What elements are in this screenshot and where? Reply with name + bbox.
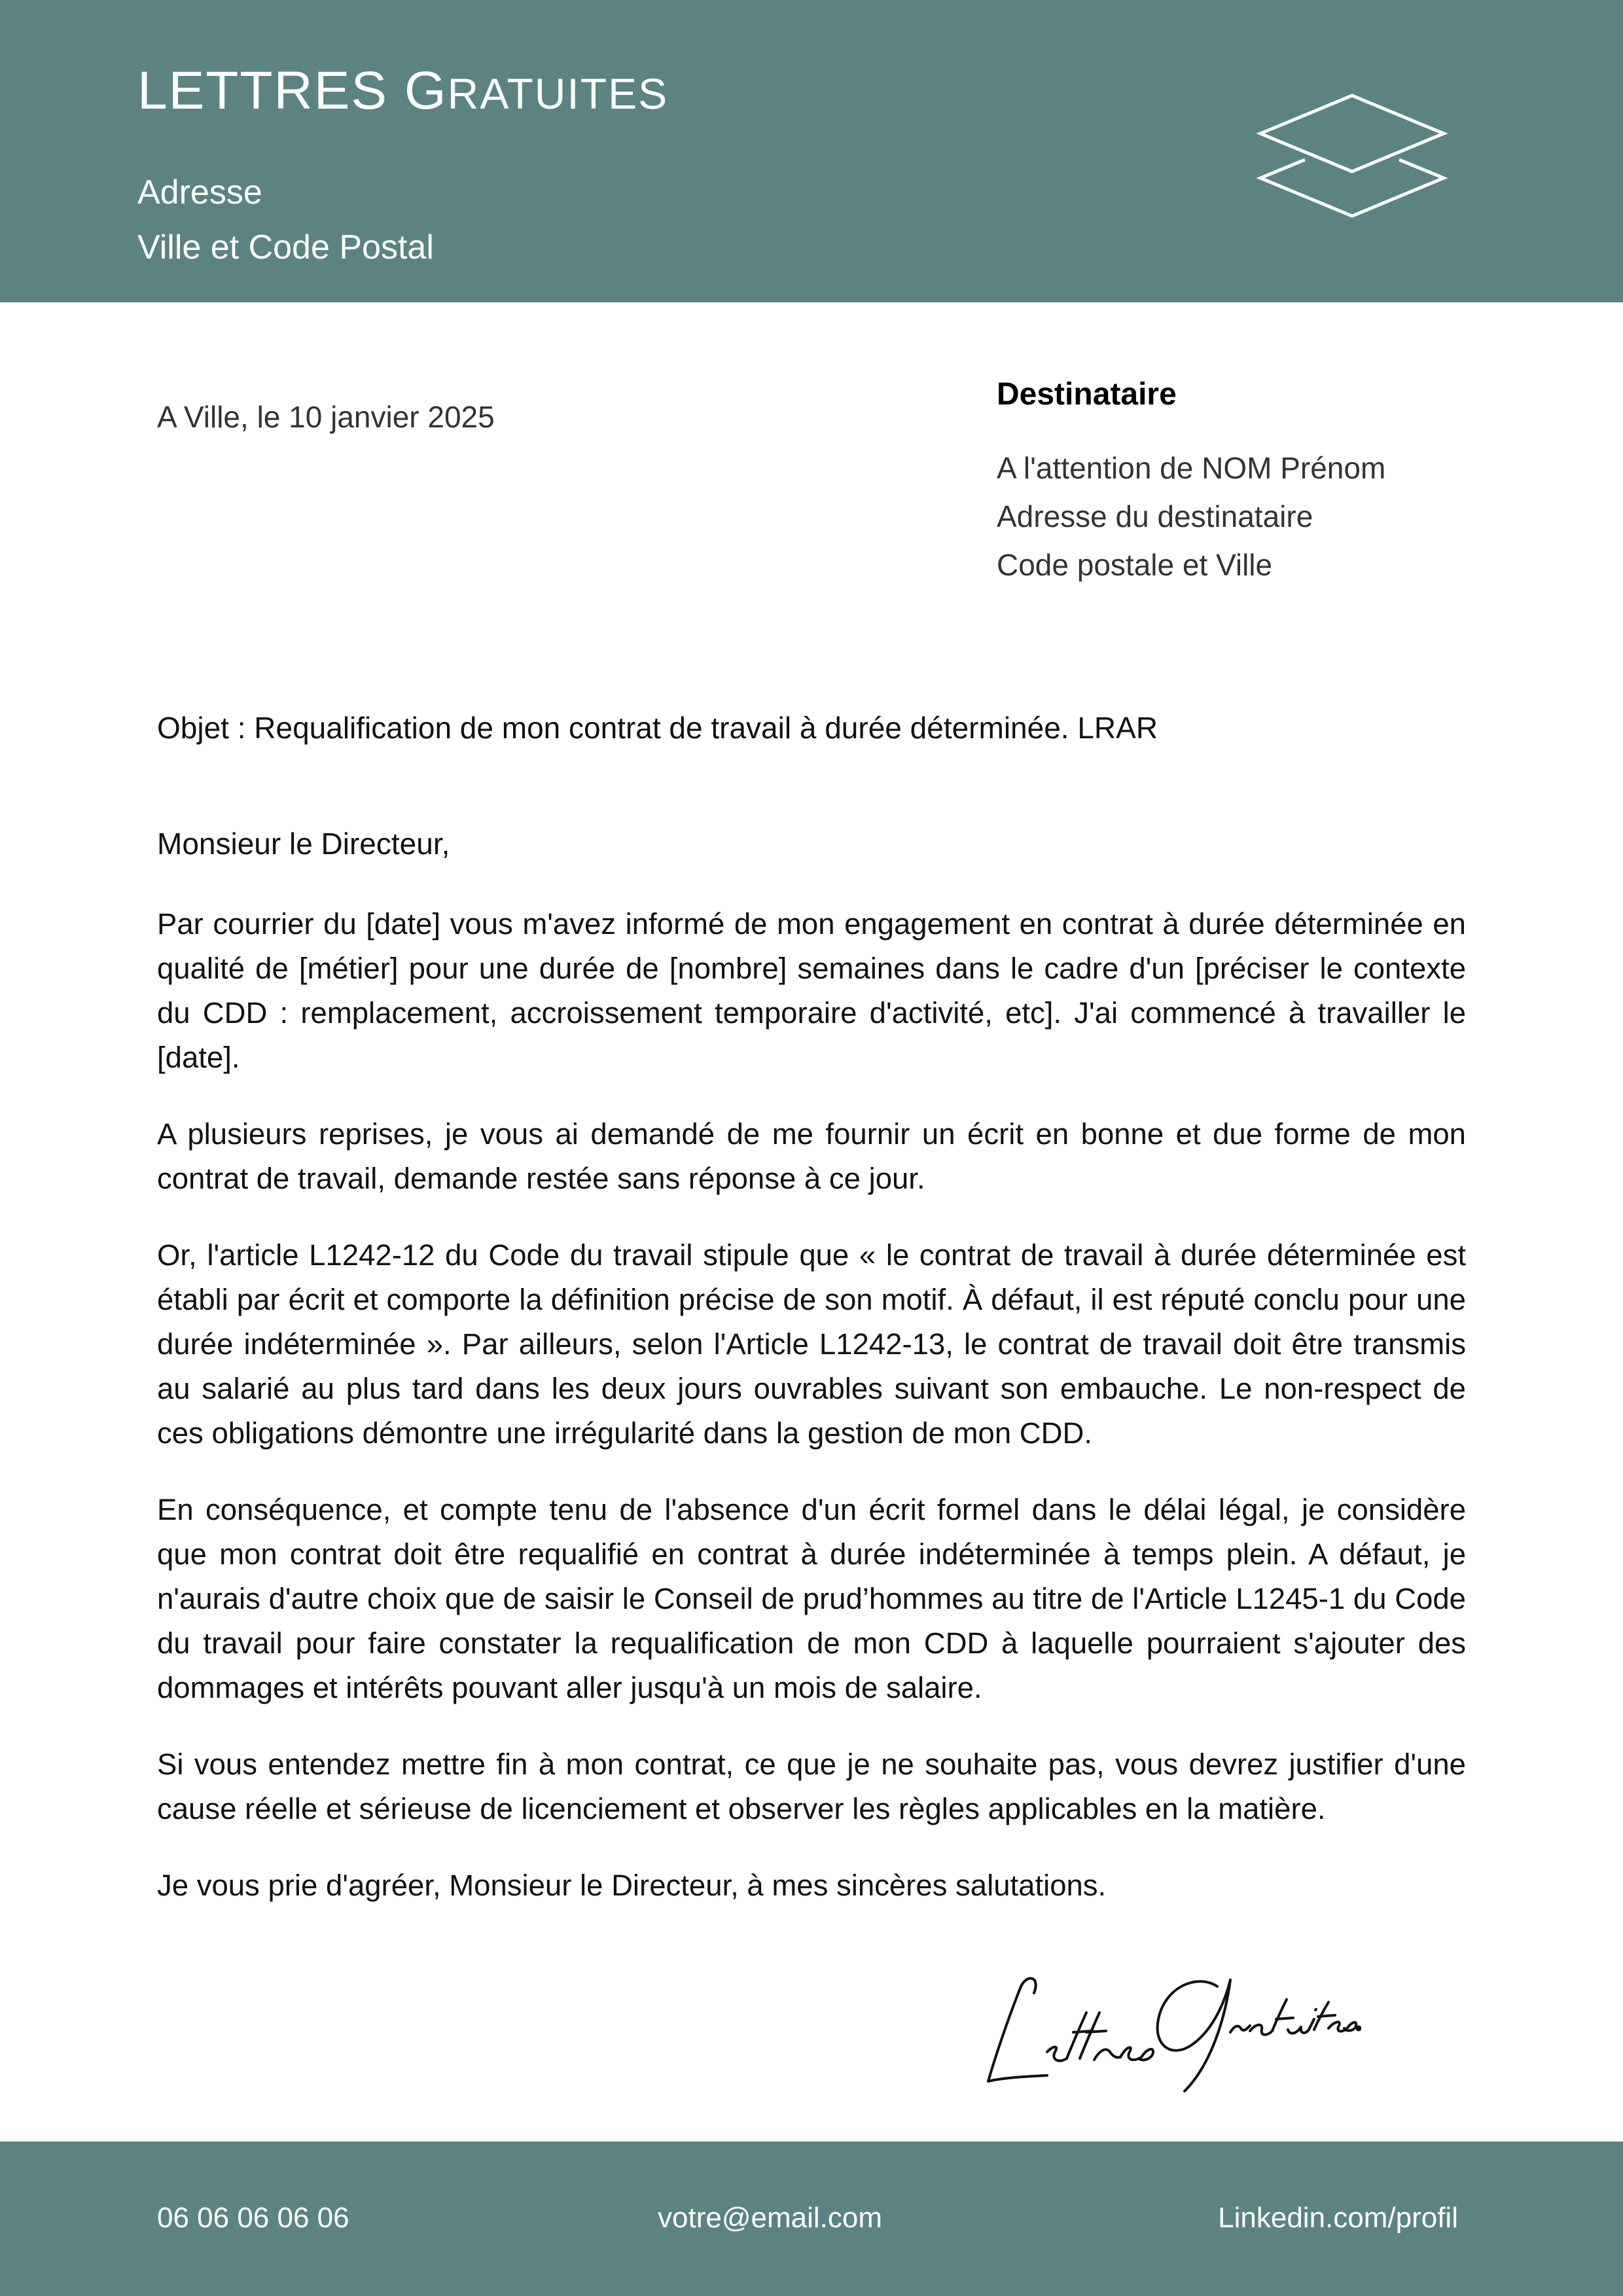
recipient-city: Code postale et Ville (997, 548, 1273, 582)
letter-subject: Objet : Requalification de mon contrat de travail à durée déterminée. LRAR (157, 711, 1158, 745)
closing-paragraph: Je vous prie d'agréer, Monsieur le Directeur, à mes sincères salutations. (157, 1869, 1107, 1902)
body-paragraph: En conséquence, et compte tenu de l'absence d'un écrit formel dans le délai légal, je considère que mon contrat doit être requalifié en contrat à durée indéterminée à temps plein. A défaut, je n'aurais d'autre choix que de saisir le Conseil de prud’hommes au titre de l'Article L1245-1 du Code du travail pour faire constater la requalification de mon CDD à laquelle pourraient s'ajouter des dommages et intérêts pouvant aller jusqu'à un mois de salaire. (157, 1493, 1466, 1704)
brand-name (137, 60, 668, 122)
layers-icon (1257, 92, 1448, 226)
footer-email[interactable]: votre@email.com (658, 2202, 882, 2234)
sender-address-line: Adresse (137, 173, 262, 211)
letter-body (157, 902, 1466, 1940)
recipient-block (997, 376, 1385, 589)
footer-phone: 06 06 06 06 06 (157, 2202, 349, 2234)
body-paragraph: Par courrier du [date] vous m'avez informé de mon engagement en contrat à durée déterminée en qualité de [métier] pour une durée de [nombre] semaines dans le cadre d'un [préciser le contexte du CDD : remplacement, accroissement temporaire d'activité, etc]. J'ai commencé à travailler le [date]. (157, 907, 1466, 1074)
sender-city-line: Ville et Code Postal (137, 228, 434, 266)
body-paragraph: A plusieurs reprises, je vous ai demandé de me fournir un écrit en bonne et due forme de mon contrat de travail, demande restée sans réponse à ce jour. (157, 1117, 1466, 1195)
recipient-address: Adresse du destinataire (997, 499, 1313, 533)
letter-salutation: Monsieur le Directeur, (157, 827, 450, 861)
recipient-attention: A l'attention de NOM Prénom (997, 451, 1386, 485)
brand-name-initials: LETTRES G (137, 61, 448, 120)
letter-header (0, 0, 1623, 302)
letter-footer (0, 2142, 1623, 2296)
handwritten-signature (982, 1947, 1361, 2108)
recipient-title: Destinataire (997, 377, 1177, 412)
brand-name-rest: RATUITES (447, 69, 669, 118)
body-paragraph: Or, l'article L1242-12 du Code du travail stipule que « le contrat de travail à durée déterminée est établi par écrit et comporte la définition précise de son motif. À défaut, il est réputé conclu pour une durée indéterminée ». Par ailleurs, selon l'Article L1242-13, le contrat de travail doit être transmis au salarié au plus tard dans les deux jours ouvrables suivant son embauche. Le non-respect de ces obligations démontre une irrégularité dans la gestion de mon CDD. (157, 1238, 1466, 1450)
recipient-lines (997, 444, 1385, 589)
footer-linkedin[interactable]: Linkedin.com/profil (1218, 2202, 1458, 2234)
body-paragraph: Si vous entendez mettre fin à mon contrat, ce que je ne souhaite pas, vous devrez justifier d'une cause réelle et sérieuse de licenciement et observer les règles applicables en la matière. (157, 1748, 1466, 1825)
sender-address (137, 165, 434, 275)
letter-date: A Ville, le 10 janvier 2025 (157, 400, 495, 434)
